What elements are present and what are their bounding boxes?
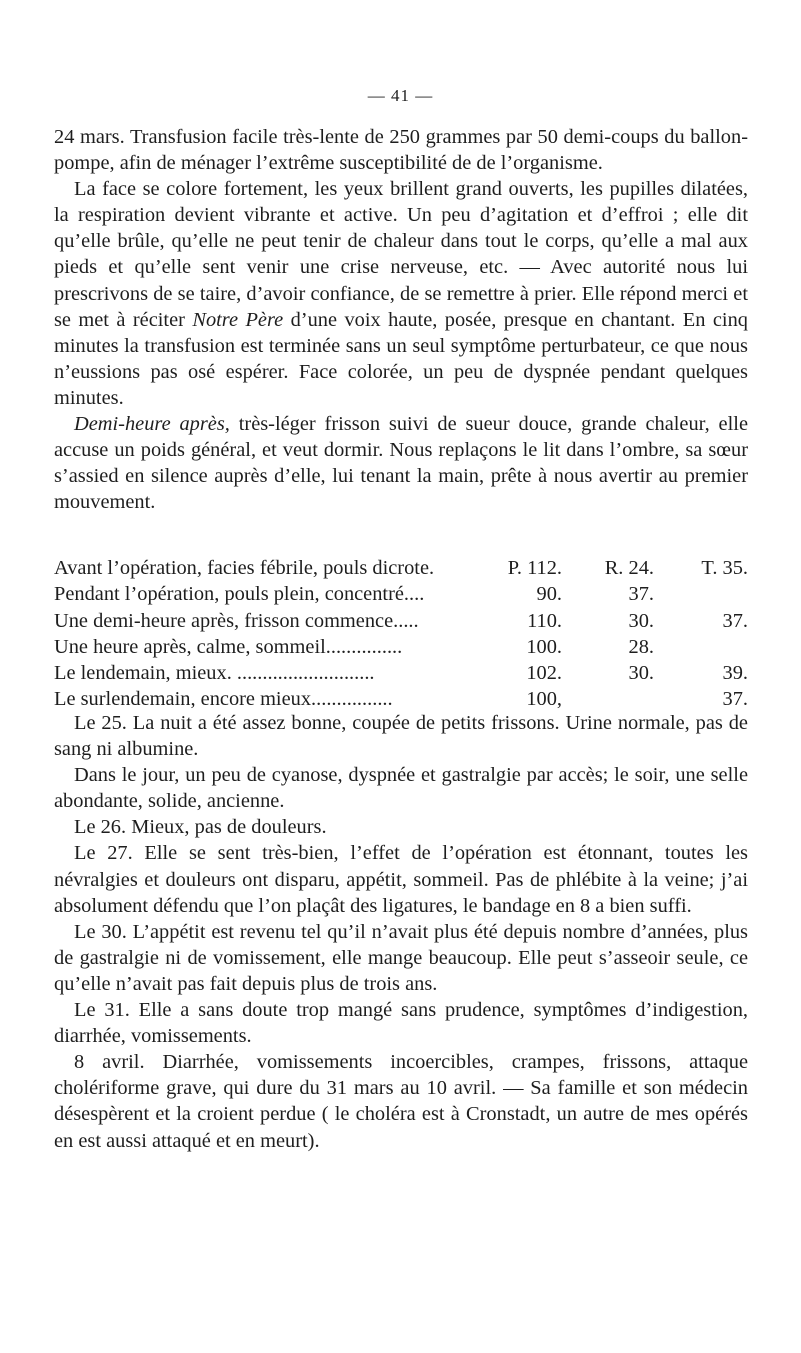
paragraph-le-25: Le 25. La nuit a été assez bonne, coupée de petits frissons. Urine normale, pas de sang ni albumine. — [54, 712, 748, 761]
vitals-temperature — [654, 634, 748, 660]
paragraph-8-avril: 8 avril. Diarrhée, vomissements incoercibles, crampes, frissons, attaque cholériforme grave, qui dure du 31 mars au 10 avril. — Sa famille et son médecin désespèrent et la croient perdue ( le choléra est à Cronstadt, un autre de mes opérés en est aussi attaqué et en meurt). — [54, 1051, 748, 1152]
vitals-desc: Pendant l’opération, pouls plein, concentré.... — [54, 583, 425, 606]
vitals-desc: Le surlendemain, encore mieux................ — [54, 688, 393, 711]
half-hour-label: Demi-heure après, — [74, 413, 230, 436]
vitals-table — [54, 555, 748, 713]
vitals-desc: Le lendemain, mieux. ........................... — [54, 662, 375, 685]
vitals-respiration: 37. — [628, 583, 654, 606]
paragraph-face-colore-text: La face se colore fortement, les yeux brillent grand ouverts, les pupilles dilatées, la respiration devient vibrante et active. Un peu d’agitation et d’effroi ; elle dit qu’elle brûle, qu’elle ne peut tenir de chaleur dans tout le corps, qu’elle a mal aux pieds et qu’elle sent venir une crise nerveuse, etc. — Avec autorité nous lui prescrivons de se taire, d’avoir confiance, de se remettre à prier. Elle répond merci et se met à réciter — [54, 178, 748, 331]
vitals-respiration: 28. — [628, 635, 654, 658]
prayer-title: Notre Père — [192, 308, 284, 331]
vitals-table-body — [54, 555, 748, 713]
vitals-pulse: 102. — [526, 662, 562, 685]
vitals-temperature: 37. — [722, 688, 748, 711]
paragraph-face-coloree-dyspnee: Face colorée, un peu de dyspnée pendant quelques minutes. — [54, 360, 748, 409]
vitals-row — [54, 634, 748, 660]
vitals-row — [54, 608, 748, 634]
vitals-temperature: 39. — [722, 662, 748, 685]
paragraph-face-colore — [54, 176, 748, 411]
vitals-pulse: 90. — [536, 583, 562, 606]
vitals-respiration: 30. — [628, 662, 654, 685]
vitals-row — [54, 686, 748, 712]
vitals-respiration — [562, 686, 654, 712]
paragraph-le-30: Le 30. L’appétit est revenu tel qu’il n’avait plus été depuis nombre d’années, plus de gastralgie ni de vomissement, elle mange beaucoup. Elle peut s’asseoir seule, ce qu’elle n’avait pas fait depuis plus de trois ans. — [54, 920, 748, 995]
followup-text — [54, 710, 748, 1154]
paragraph-face-colore-continuation: d’une voix haute, posée, presque en chantant. En cinq minutes la transfusion est terminée sans un seul symptôme perturbateur, ce que nous n’eussions pas osé espérer. — [54, 308, 748, 383]
vitals-pulse: 110. — [527, 609, 562, 632]
paragraph-le-27: Le 27. Elle se sent très-bien, l’effet de l’opération est étonnant, toutes les névralgies et douleurs ont disparu, appétit, sommeil. Pas de phlébite à la veine; j’ai absolument défendu que l’on plaçât des ligatures, le bandage en 8 a bien suffi. — [54, 842, 748, 917]
vitals-temperature: T. 35. — [701, 557, 748, 579]
vitals-pulse: 100, — [526, 688, 562, 711]
paragraph-demi-heure — [54, 411, 748, 515]
vitals-respiration: 30. — [628, 609, 654, 632]
vitals-desc: Une heure après, calme, sommeil............... — [54, 635, 403, 658]
paragraph-dans-le-jour: Dans le jour, un peu de cyanose, dyspnée et gastralgie par accès; le soir, une selle abondante, solide, ancienne. — [54, 764, 748, 813]
vitals-temperature: 37. — [722, 609, 748, 632]
paragraph-le-26: Le 26. Mieux, pas de douleurs. — [74, 816, 327, 839]
vitals-desc: Avant l’opération, facies fébrile, pouls dicrote. — [54, 557, 435, 579]
paragraph-demi-heure-text: très-léger frisson suivi de sueur douce, grande chaleur, elle accuse un poids général, et veut dormir. Nous replaçons le lit dans l’ombre, sa sœur s’assied en silence auprès d’elle, lui tenant la main, prête à nous avertir au premier mouvement. — [54, 413, 748, 514]
page-number: — 41 — — [367, 86, 434, 105]
vitals-desc: Une demi-heure après, frisson commence..... — [54, 609, 419, 632]
vitals-pulse: 100. — [526, 635, 562, 658]
vitals-row — [54, 555, 748, 581]
vitals-respiration: R. 24. — [604, 557, 654, 579]
intro-text — [54, 124, 748, 515]
vitals-temperature — [654, 581, 748, 607]
paragraph-le-31: Le 31. Elle a sans doute trop mangé sans prudence, symptômes d’indigestion, diarrhée, vomissements. — [54, 999, 748, 1048]
vitals-row — [54, 660, 748, 686]
vitals-pulse: P. 112. — [507, 557, 562, 579]
vitals-row — [54, 581, 748, 607]
paragraph-24-mars: 24 mars. Transfusion facile très-lente de 250 grammes par 50 demi-coups du ballon-pompe, afin de ménager l’extrême susceptibilité de de l’organisme. — [54, 126, 748, 175]
